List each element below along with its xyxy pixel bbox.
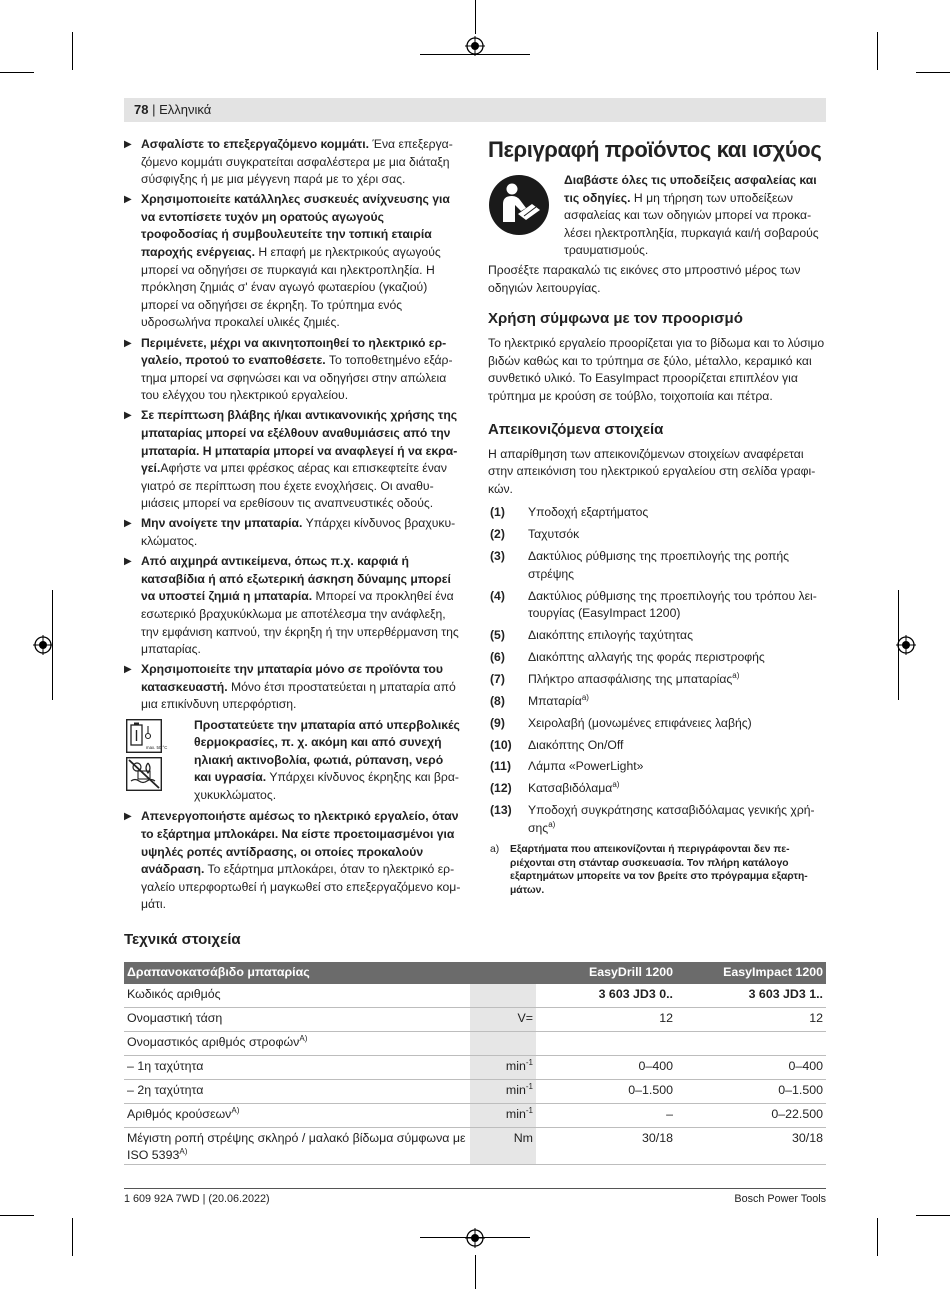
item-text: Κατσαβιδόλαμα <box>528 781 613 796</box>
item-number: (9) <box>490 715 505 730</box>
read-manual-icon <box>488 174 550 236</box>
heading-intended-use: Χρήση σύμφωνα με τον προορισμό <box>488 310 743 328</box>
left-column <box>124 136 462 917</box>
page-header: 78 | Ελληνικά <box>134 102 212 117</box>
table-row <box>124 1008 826 1032</box>
row-unit: $\min^{-1}$ <box>470 1104 536 1128</box>
header-col2: EasyImpact 1200 <box>686 962 826 984</box>
header-label: Δραπανοκατσάβιδο μπαταρίας <box>124 962 470 984</box>
footer-brand: Bosch Power Tools <box>734 1193 826 1205</box>
symbol-warning-text: Υπάρχει κίνδυνος έκρηξης και βραχυκυκλώματος. <box>194 770 459 802</box>
warning-text: Η μη τήρηση των υποδείξεων ασφαλείας και των οδηγιών μπορεί να προκαλέσει ηλεκτροπληξία, πυρκαγιά και/ή σοβαρούς τραυματισμούς. <box>564 190 819 258</box>
crop-mark <box>475 1255 476 1289</box>
note-paragraph: Προσέξτε παρακαλώ τις εικόνες στο μπροστινό μέρος των οδηγιών λειτουργίας. <box>488 262 801 295</box>
intended-use-text: Το ηλεκτρικό εργαλείο προορίζεται για το βίδωμα και το λύσιμο βιδών καθώς και το τρύπημα σε ξύλο, μέταλλο, κεραμικό και συνθετικό υλικό. Το EasyImpact προορίζεται επιπλέον για τρύπημα με κρούση σε τούβλο, τοιχοποιία και πέτρα. <box>488 336 825 403</box>
safety-bullet <box>124 191 462 332</box>
table-row <box>124 984 826 1008</box>
item-number: (3) <box>490 549 505 564</box>
footnote-text: Εξαρτήματα που απεικονίζονται ή περιγράφονται δεν περιέχονται στη στάνταρ συσκευασία. Τον πλήρη κατάλογο εξαρτημάτων μπορείτε να τον βρείτε στο πρόγραμμα εξαρτημάτων. <box>510 844 808 896</box>
table-row <box>124 1032 826 1056</box>
row-unit <box>470 1032 536 1056</box>
row-value-1: 0–1.500 <box>536 1080 676 1104</box>
footer-doc-number: 1 609 92A 7WD | (20.06.2022) <box>124 1193 270 1205</box>
item-sup: a) <box>732 670 740 680</box>
item-sup: a) <box>548 819 556 829</box>
section-title: Περιγραφή προϊόντος και ισχύος <box>488 137 822 162</box>
list-item <box>488 693 826 711</box>
tech-data-table <box>124 962 826 1165</box>
row-spacer <box>676 984 686 1008</box>
row-spacer <box>676 1128 686 1165</box>
item-number: (12) <box>490 781 512 796</box>
bullet-arrow-icon: ▶ <box>124 337 132 349</box>
bullet-arrow-icon: ▶ <box>124 664 132 676</box>
list-item <box>488 715 826 733</box>
item-number: (2) <box>490 527 505 542</box>
heading-components: Απεικονιζόμενα στοιχεία <box>488 420 664 438</box>
bullet-bold: Χρησιμοποιείτε την μπαταρία μόνο σε προϊόντα του κατασκευαστή. <box>141 662 443 694</box>
item-text: Υποδοχή συγκράτησης κατσαβιδόλαμας γενικής χρήσης <box>528 803 815 835</box>
row-label: Μέγιστη ροπή στρέψης σκληρό / μαλακό βίδωμα σύμφωνα με ISO $5393^{A)}$ <box>124 1128 470 1165</box>
bullet-bold: Σε περίπτωση βλάβης ή/και αντικανονικής χρήσης της μπαταρίας μπορεί να εξέλθουν αναθυμιάσεις από την μπαταρία. Η μπαταρία μπορεί να αναφλεγεί ή να εκραγεί. <box>141 408 458 476</box>
crop-mark <box>0 72 34 73</box>
right-column <box>488 136 826 897</box>
table-header-row <box>124 962 826 984</box>
crop-mark <box>877 1218 878 1256</box>
bullet-text: Αφήστε να μπει φρέσκος αέρας και επισκεφτείτε έναν γιατρό σε περίπτωση που έχετε ενοχλήσεις. Οι αναθυμιάσεις μπορεί να ερεθίσουν τις αναπνευστικές οδούς. <box>141 461 447 511</box>
item-number: (10) <box>490 737 512 752</box>
item-number: (7) <box>490 671 505 686</box>
bullet-arrow-icon: ▶ <box>124 811 132 823</box>
row-label: Ονομαστική τάση <box>124 1008 470 1032</box>
item-text: Δακτύλιος ρύθμισης της προεπιλογής της ροπής στρέψης <box>528 549 790 581</box>
crop-mark <box>877 32 878 70</box>
bullet-text: Το τοποθετημένο εξάρτημα μπορεί να σφηνώσει και να οδηγήσει στην απώλεια του ελέγχου του ηλεκτρικού εργαλείου. <box>141 353 453 403</box>
page-number: 78 <box>134 102 149 117</box>
list-item <box>488 588 826 623</box>
row-value-1: 12 <box>536 1008 676 1032</box>
row-value-1: 3 603 JD3 0.. <box>536 984 676 1008</box>
bullet-arrow-icon: ▶ <box>124 139 132 150</box>
item-text: Διακόπτης αλλαγής της φοράς περιστροφής <box>528 649 765 664</box>
row-spacer <box>676 1104 686 1128</box>
table-row <box>124 1104 826 1128</box>
bullet-arrow-icon: ▶ <box>124 410 132 422</box>
list-item <box>488 780 826 798</box>
item-text: Χειρολαβή (μονωμένες επιφάνειες λαβής) <box>528 715 752 730</box>
registration-mark-icon <box>465 36 485 56</box>
components-intro: Η απαρίθμηση των απεικονιζόμενων στοιχείων αναφέρεται στην απεικόνιση του ηλεκτρικού εργαλείου στη σελίδα γραφικών. <box>488 446 816 496</box>
row-value-2: 12 <box>686 1008 826 1032</box>
item-text: Πλήκτρο απασφάλισης της μπαταρίας <box>528 671 733 686</box>
item-sup: a) <box>581 692 589 702</box>
page-language: Ελληνικά <box>159 102 212 117</box>
item-number: (11) <box>490 759 512 774</box>
registration-mark-icon <box>896 635 916 655</box>
item-number: (13) <box>490 803 512 818</box>
item-text: Μπαταρία <box>528 693 582 708</box>
row-spacer <box>676 1032 686 1056</box>
bullet-bold: Απενεργοποιήστε αμέσως το ηλεκτρικό εργαλείο, όταν το εξάρτημα μπλοκάρει. Να είστε προετοιμασμένοι για υψηλές ροπές αντίδρασης, οι οποίες προκαλούν ανάδραση. <box>141 809 459 877</box>
bullet-text: Η επαφή με ηλεκτρικούς αγωγούς μπορεί να οδηγήσει σε πυρκαγιά και ηλεκτροπληξία. Η πρόκληση ζημιάς σ' έναν αγωγό φωταερίου (γκαζιού) μπορεί να οδηγήσει σε έκρηξη. Το τρύπημα ενός υδροσωλήνα προκαλεί υλικές ζημιές. <box>141 245 441 330</box>
bullet-bold: Περιμένετε, μέχρι να ακινητοποιηθεί το ηλεκτρικό εργαλείο, προτού το εναποθέσετε. <box>141 335 447 368</box>
crop-mark <box>916 72 950 73</box>
bullet-bold: Χρησιμοποιείτε κατάλληλες συσκευές ανίχνευσης για να εντοπίσετε τυχόν μη ορατούς αγωγούς τροφοδοσίας ή συμβουλευτείτε την τοπική εταιρία παροχής ενέργειας. <box>141 192 450 260</box>
row-value-2: 30/18 <box>686 1128 826 1165</box>
header-unit <box>470 962 536 984</box>
footnote <box>488 843 826 897</box>
row-value-1: 30/18 <box>536 1128 676 1165</box>
bullet-arrow-icon: ▶ <box>124 518 132 530</box>
item-number: (8) <box>490 693 505 708</box>
row-label: – 1η ταχύτητα <box>124 1056 470 1080</box>
footer-rule <box>124 1188 826 1189</box>
bullet-bold: Από αιχμηρά αντικείμενα, όπως π.χ. καρφιά ή κατσαβίδια ή από εξωτερική άσκηση δύναμης μπορεί να υποστεί ζημιά η μπαταρία. <box>141 554 451 604</box>
bullet-text: Το εξάρτημα μπλοκάρει, όταν το ηλεκτρικό εργαλείο υπερφορτωθεί ή μαγκωθεί στο επεξεργαζόμενο κομμάτι. <box>141 862 461 912</box>
bullet-text: Μόνο έτσι προστατεύεται η μπαταρία από μια επικίνδυνη υπερφόρτιση. <box>141 679 456 712</box>
item-number: (1) <box>490 505 505 520</box>
safety-bullet <box>124 407 462 513</box>
item-sup: a) <box>612 780 620 790</box>
safety-bullet <box>124 515 462 550</box>
row-value-1 <box>536 1032 676 1056</box>
row-value-2: 0–1.500 <box>686 1080 826 1104</box>
row-value-1: – <box>536 1104 676 1128</box>
read-instructions-warning <box>488 172 826 260</box>
row-spacer <box>676 1056 686 1080</box>
table-row <box>124 1056 826 1080</box>
row-unit <box>470 984 536 1008</box>
item-text: Δακτύλιος ρύθμισης της προεπιλογής του τρόπου λειτουργίας (EasyImpact 1200) <box>528 588 817 621</box>
row-label: Ονομαστικός αριθμός στροφών$^{A)}$ <box>124 1032 470 1056</box>
row-unit: $\min^{-1}$ <box>470 1056 536 1080</box>
footnote-mark: a) <box>490 844 500 856</box>
list-item <box>488 526 826 544</box>
item-text: Διακόπτης On/Off <box>528 737 624 752</box>
crop-mark <box>0 1215 34 1216</box>
header-spacer <box>676 962 686 984</box>
row-value-2: 3 603 JD3 1.. <box>686 984 826 1008</box>
safety-bullet <box>124 335 462 405</box>
item-text: Ταχυτσόκ <box>528 527 580 542</box>
crop-mark <box>72 1218 73 1256</box>
header-col1: EasyDrill 1200 <box>536 962 676 984</box>
page-header-bar <box>124 98 826 122</box>
row-unit: V= <box>470 1008 536 1032</box>
list-item <box>488 671 826 689</box>
safety-bullet <box>124 808 462 914</box>
bullet-text: Ένα επεξεργαζόμενο κομμάτι συγκρατείται ασφαλέστερα με μια διάταξη σύσφιγξης ή με μια μέγγενη παρά με το χέρι σας. <box>141 137 453 187</box>
symbol-warning-bold: Προστατεύετε την μπαταρία από υπερβολικές θερμοκρασίες, π. χ. ακόμη και από συνεχή ηλιακή ακτινοβολία, φωτιά, ρύπανση, νερό και υγρασία. <box>194 717 460 785</box>
safety-bullet <box>124 136 462 189</box>
battery-temperature-warning <box>124 717 462 805</box>
list-item <box>488 627 826 645</box>
row-label: Αριθμός κρούσεων$^{A)}$ <box>124 1104 470 1128</box>
row-value-2 <box>686 1032 826 1056</box>
bullet-bold: Μην ανοίγετε την μπαταρία. <box>141 516 303 531</box>
bullet-bold: Ασφαλίστε το επεξεργαζόμενο κομμάτι. <box>141 137 369 151</box>
bullet-text: Μπορεί να προκληθεί ένα εσωτερικό βραχυκύκλωμα με αποτέλεσμα την ανάφλεξη, την εμφάνιση καπνού, την έκρηξη ή την υπερθέρμανση της μπαταρίας. <box>141 589 459 657</box>
crop-mark <box>475 0 476 34</box>
item-number: (4) <box>490 588 505 603</box>
row-unit: Nm <box>470 1128 536 1165</box>
max-temperature-icon <box>126 719 168 753</box>
item-text: Διακόπτης επιλογής ταχύτητας <box>528 628 693 643</box>
list-item <box>488 649 826 667</box>
item-text: Υποδοχή εξαρτήματος <box>528 505 649 520</box>
item-number: (6) <box>490 649 505 664</box>
crop-mark <box>72 32 73 70</box>
row-value-2: 0–400 <box>686 1056 826 1080</box>
safety-bullet <box>124 553 462 659</box>
item-text: Λάμπα «PowerLight» <box>528 759 644 774</box>
row-spacer <box>676 1080 686 1104</box>
registration-mark-icon <box>33 635 53 655</box>
max-temperature-label: max. 50 °C <box>146 744 168 750</box>
crop-mark <box>916 1215 950 1216</box>
item-number: (5) <box>490 628 505 643</box>
row-spacer <box>676 1008 686 1032</box>
bullet-arrow-icon: ▶ <box>124 556 132 568</box>
table-row <box>124 1128 826 1165</box>
safety-bullet <box>124 661 462 714</box>
row-label: – 2η ταχύτητα <box>124 1080 470 1104</box>
row-value-1: 0–400 <box>536 1056 676 1080</box>
bullet-text: Υπάρχει κίνδυνος βραχυκυκλώματος. <box>141 516 456 549</box>
list-item <box>488 737 826 755</box>
row-label: Κωδικός αριθμός <box>124 984 470 1008</box>
row-unit: $\min^{-1}$ <box>470 1080 536 1104</box>
table-row <box>124 1080 826 1104</box>
registration-mark-icon <box>465 1228 485 1248</box>
row-value-2: 0–22.500 <box>686 1104 826 1128</box>
no-sun-fire-water-icon <box>126 757 162 791</box>
bullet-arrow-icon: ▶ <box>124 194 132 206</box>
list-item <box>488 504 826 522</box>
warning-bold: Διαβάστε όλες τις υποδείξεις ασφαλείας και τις οδηγίες. <box>564 173 817 205</box>
tech-data-title: Τεχνικά στοιχεία <box>124 931 241 948</box>
list-item <box>488 758 826 776</box>
list-item <box>488 802 826 837</box>
list-item <box>488 548 826 583</box>
